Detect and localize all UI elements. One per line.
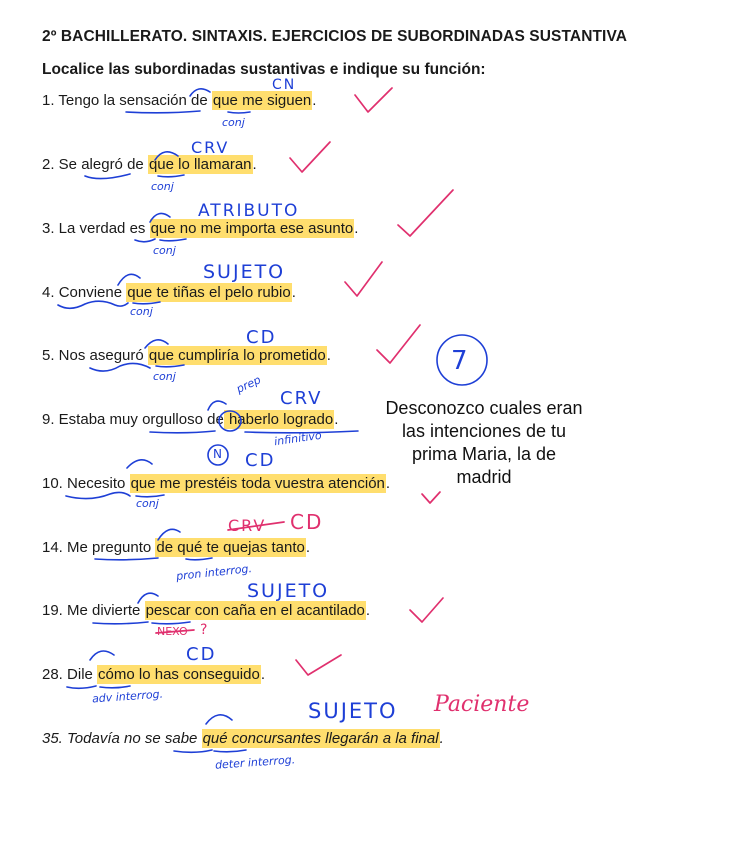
label-conj: conj bbox=[153, 244, 176, 257]
exercise-5: 5. Nos aseguró que cumpliría lo prometido. bbox=[42, 347, 331, 364]
label-conj: conj bbox=[136, 497, 159, 510]
exercise-2: 2. Se alegró de que lo llamaran. bbox=[42, 156, 257, 173]
check-mark bbox=[296, 655, 341, 675]
exercise-35: 35. Todavía no se sabe qué concursantes llegarán a la final. bbox=[42, 730, 444, 747]
check-mark bbox=[290, 142, 330, 172]
label-cd: CD bbox=[245, 450, 276, 471]
document-title: 2º BACHILLERATO. SINTAXIS. EJERCICIOS DE SUBORDINADAS SUSTANTIVA bbox=[42, 28, 628, 45]
check-mark bbox=[345, 262, 382, 296]
exercise-28: 28. Dile cómo lo has conseguido. bbox=[42, 666, 265, 683]
underline bbox=[158, 175, 184, 177]
highlight: que te tiñas el pelo rubio bbox=[127, 284, 291, 301]
highlight: cómo lo has conseguido bbox=[98, 666, 260, 683]
highlight: pescar con caña en el acantilado bbox=[145, 602, 365, 619]
underline bbox=[152, 622, 190, 624]
score: 7 bbox=[451, 346, 468, 376]
highlight: que cumpliría lo prometido bbox=[148, 347, 326, 364]
label-conj: conj bbox=[222, 116, 245, 129]
label-pron-interrog: pron interrog. bbox=[175, 562, 253, 583]
exercise-9: 9. Estaba muy orgulloso de haberlo logrado. bbox=[42, 411, 339, 428]
arc-arrow bbox=[206, 715, 232, 724]
underline bbox=[67, 686, 96, 688]
label-sujeto: SUJETO bbox=[308, 699, 398, 723]
label-cd: CD bbox=[290, 510, 324, 534]
label-prep: prep bbox=[234, 373, 263, 396]
label-adv-interrog: adv interrog. bbox=[91, 687, 164, 706]
underline bbox=[90, 363, 150, 371]
exercise-3: 3. La verdad es que no me importa ese asunto. bbox=[42, 220, 359, 237]
highlight: que lo llamaran bbox=[148, 156, 252, 173]
side-note: Desconozco cuales eran las intenciones de tu prima Maria, la de madrid bbox=[385, 398, 583, 487]
underline bbox=[85, 174, 130, 179]
check-mark bbox=[422, 492, 440, 503]
instructions: Localice las subordinadas sustantivas e indique su función: bbox=[42, 61, 486, 78]
label-sujeto: SUJETO bbox=[203, 261, 286, 283]
label-infinitivo: infinitivo bbox=[273, 428, 323, 449]
underline bbox=[160, 239, 186, 241]
underline bbox=[58, 301, 128, 308]
label-cd: CD bbox=[186, 644, 217, 665]
exercise-1: 1. Tengo la sensación de que me siguen. bbox=[42, 92, 317, 109]
arc-arrow bbox=[208, 401, 226, 410]
highlight: haberlo logrado bbox=[224, 411, 334, 428]
underline bbox=[186, 558, 212, 560]
underline bbox=[150, 431, 215, 433]
check-mark bbox=[355, 88, 392, 112]
label-crv: CRV bbox=[280, 388, 323, 409]
highlight: que no me importa ese asunto bbox=[150, 220, 354, 237]
label-paciente: Paciente bbox=[434, 692, 530, 717]
label-deter-interrog: deter interrog. bbox=[214, 753, 296, 772]
highlight: qué concursantes llegarán a la final bbox=[202, 730, 439, 747]
label-conj: conj bbox=[151, 180, 174, 193]
label-atributo: ATRIBUTO bbox=[198, 201, 300, 221]
underline bbox=[93, 622, 148, 624]
label-sujeto: SUJETO bbox=[247, 580, 330, 602]
check-mark bbox=[410, 598, 443, 622]
label-crv-struck: CRV bbox=[228, 516, 267, 535]
exercise-4: 4. Conviene que te tiñas el pelo rubio. bbox=[42, 284, 296, 301]
underline bbox=[95, 558, 158, 560]
highlight: que me prestéis toda vuestra atención bbox=[130, 475, 385, 492]
label-conj: conj bbox=[130, 305, 153, 318]
check-mark bbox=[398, 190, 453, 236]
arc-arrow bbox=[127, 460, 152, 468]
label-crv: CRV bbox=[191, 138, 230, 157]
underline bbox=[174, 750, 212, 752]
exercise-19: 19. Me divierte pescar con caña en el acantilado. bbox=[42, 602, 371, 619]
exercise-14: 14. Me pregunto de qué te quejas tanto. bbox=[42, 539, 311, 556]
label-conj: conj bbox=[153, 370, 176, 383]
underline bbox=[135, 239, 155, 242]
arc-arrow bbox=[90, 651, 114, 660]
label-cd: CD bbox=[246, 327, 277, 348]
underline bbox=[214, 750, 246, 752]
label-question: ? bbox=[200, 622, 208, 638]
highlight: que me siguen bbox=[212, 92, 312, 109]
underline bbox=[133, 302, 160, 304]
label-n: N bbox=[213, 447, 222, 461]
exercise-10: 10. Necesito que me prestéis toda vuestra atención. bbox=[42, 475, 391, 492]
label-nexo-struck: NEXO bbox=[157, 625, 188, 638]
label-cn: CN bbox=[272, 77, 297, 93]
check-mark bbox=[377, 325, 420, 363]
underline bbox=[100, 686, 130, 688]
underline bbox=[126, 111, 200, 113]
highlight: de qué te quejas tanto bbox=[156, 539, 305, 556]
underline bbox=[228, 112, 250, 113]
underline bbox=[156, 365, 184, 367]
underline bbox=[66, 492, 130, 498]
